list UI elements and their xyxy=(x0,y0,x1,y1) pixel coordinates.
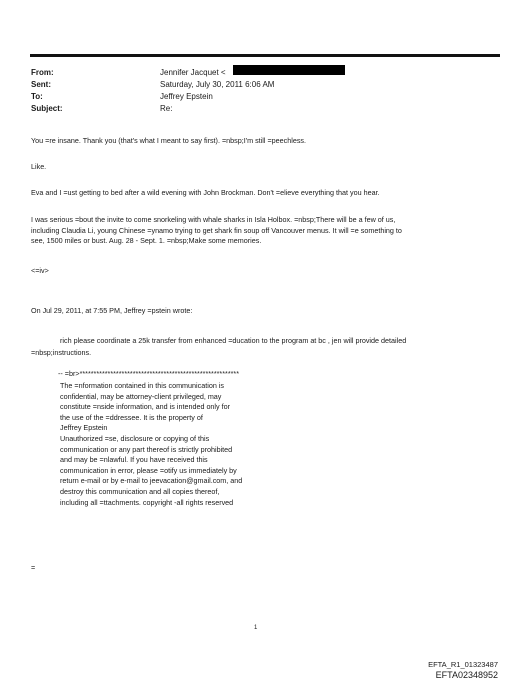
subject-value: Re: xyxy=(160,104,173,113)
to-value: Jeffrey Epstein xyxy=(160,92,213,101)
quoted-message: rich please coordinate a 25k transfer from enhanced =ducation to the program at bc , jen will provide detailed xyxy=(60,336,407,345)
sent-label: Sent: xyxy=(31,80,51,89)
from-label: From: xyxy=(31,68,54,77)
body-paragraph-1: You =re insane. Thank you (that's what I meant to say first). =nbsp;I'm still =peechless. xyxy=(31,136,307,145)
from-value: Jennifer Jacquet < xyxy=(160,68,226,77)
top-rule xyxy=(30,54,500,57)
trailing-char: = xyxy=(31,563,36,572)
body-paragraph-4: I was serious =bout the invite to come snorkeling with whale sharks in Isla Holbox. =nbsp;There will be a few of us, including Claudia Li, young Chinese =ynamo trying to get shark fin soup off Vancouver menus. It will =e something to see, 1500 miles or bust. Aug. 28 - Sept. 1. =nbsp;Make some memories. xyxy=(31,215,402,246)
signature-separator: -- =br>********************************************************* xyxy=(58,369,240,378)
page-number: 1 xyxy=(254,625,258,631)
bates-number-1: EFTA_R1_01323487 xyxy=(428,660,498,669)
sent-value: Saturday, July 30, 2011 6:06 AM xyxy=(160,80,275,89)
bates-number-2: EFTA02348952 xyxy=(435,670,498,680)
body-paragraph-2: Like. xyxy=(31,162,47,171)
confidentiality-notice: The =nformation contained in this communication is confidential, may be attorney-client privileged, may constitute =nside information, and is intended only for the use of the =ddressee. It is the property of Jeffrey Epstein Unauthorized =se, disclosure or copying of this communication or any part thereof is strictly prohibited and may be =nlawful. If you have received this communication in error, please =otify us immediately by return e-mail or by e-mail to jeevacation@gmail.com, and destroy this communication and all copies thereof, including all =ttachments. copyright -all rights reserved xyxy=(60,381,243,507)
quoted-attribution: On Jul 29, 2011, at 7:55 PM, Jeffrey =pstein wrote: xyxy=(31,306,193,315)
body-paragraph-5: <=iv> xyxy=(31,266,49,275)
quoted-message-cont: =nbsp;instructions. xyxy=(31,348,92,357)
body-paragraph-3: Eva and I =ust getting to bed after a wild evening with John Brockman. Don't =elieve everything that you hear. xyxy=(31,188,380,197)
to-label: To: xyxy=(31,92,43,101)
redaction-bar xyxy=(233,65,345,75)
subject-label: Subject: xyxy=(31,104,63,113)
